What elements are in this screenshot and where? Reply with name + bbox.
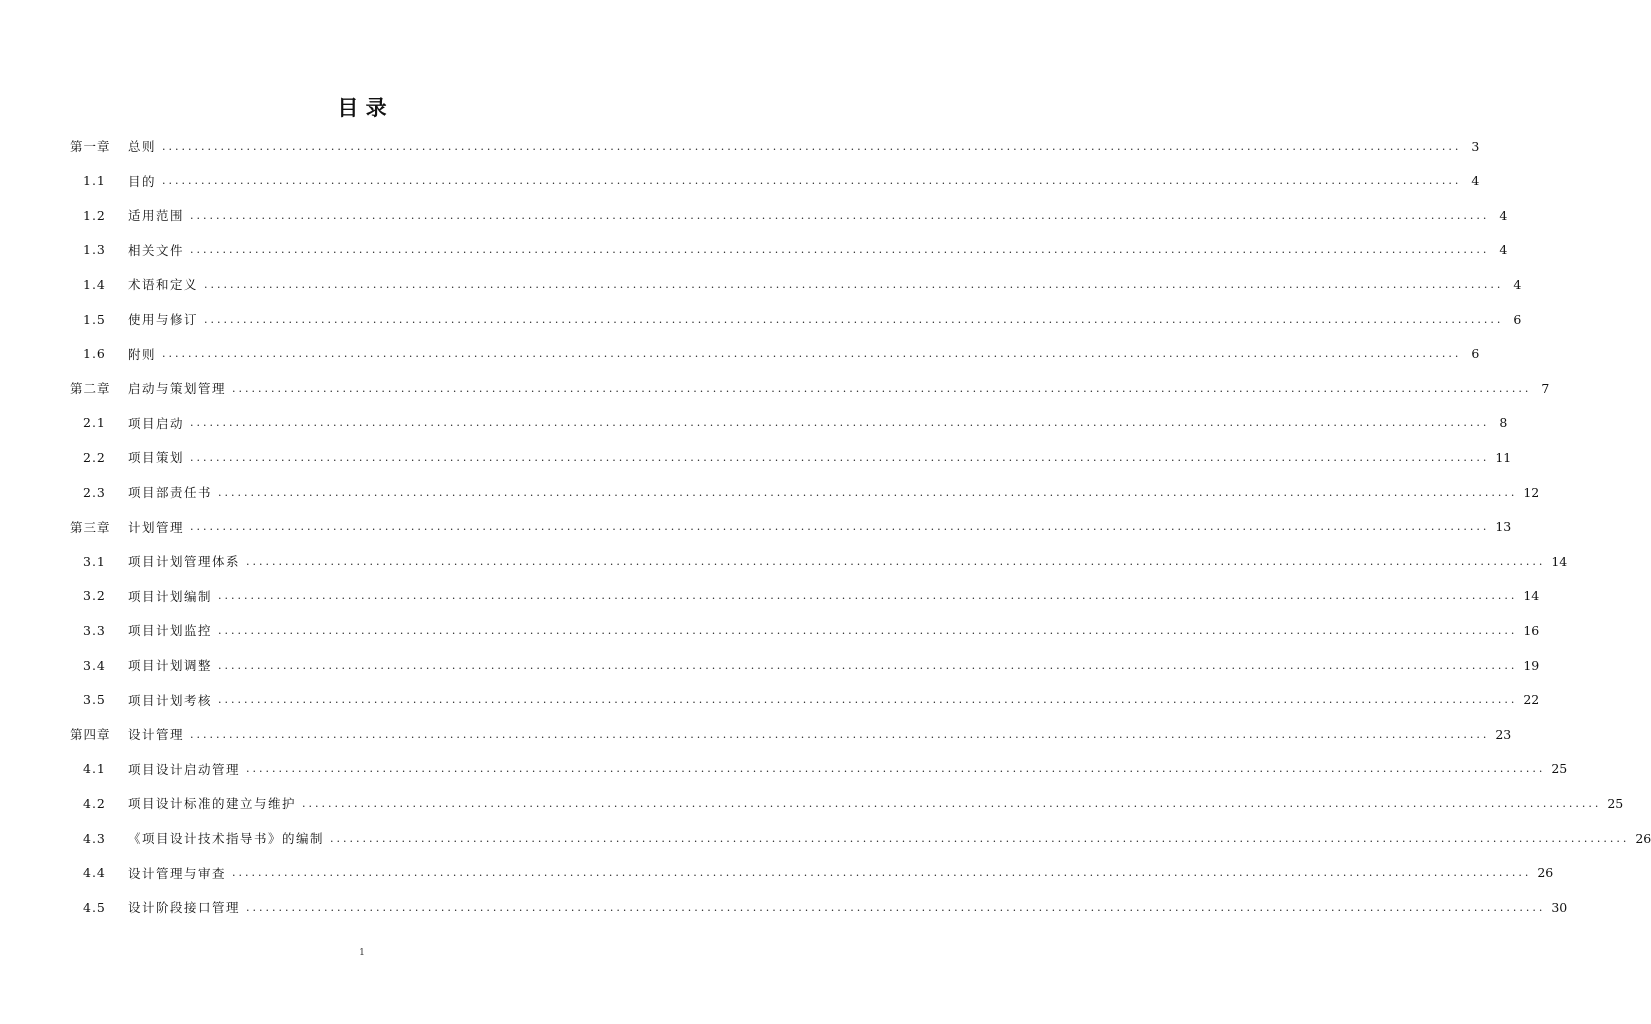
toc-leader-dots: ........................................................................................................................................................................................................ [204,312,1504,326]
toc-entry-number: 3.3 [83,622,106,638]
toc-leader-dots: ........................................................................................................................................................................................................ [246,900,1546,914]
toc-entry-page: 3 [1471,138,1480,154]
toc-entry-number: 1.4 [83,276,106,292]
toc-entry-number: 3.1 [83,553,106,569]
toc-leader-dots: ........................................................................................................................................................................................................ [162,174,1462,188]
toc-entry-page: 19 [1523,657,1540,673]
toc-leader-dots: ........................................................................................................................................................................................................ [232,381,1532,395]
toc-leader-dots: ........................................................................................................................................................................................................ [190,208,1490,222]
toc-leader-dots: ........................................................................................................................................................................................................ [190,416,1490,430]
toc-entry-number: 4.1 [83,761,106,777]
toc-entry-title: 使用与修订 [128,312,199,327]
toc-leader-dots: ........................................................................................................................................................................................................ [190,520,1490,534]
toc-entry-title: 项目策划 [128,450,185,466]
toc-entry-number: 3.5 [83,692,106,708]
toc-entry-number: 1.2 [83,207,106,223]
toc-chapter-entry[interactable] [70,136,1480,156]
toc-section-entry[interactable] [70,897,1568,917]
toc-section-entry[interactable] [70,759,1568,779]
toc-entry-number: 4.5 [83,899,106,915]
toc-entry-number: 第三章 [70,519,111,535]
toc-entry-title: 设计阶段接口管理 [128,900,241,916]
toc-entry-number: 1.5 [83,311,106,327]
toc-entry-page: 22 [1523,692,1540,708]
toc-section-entry[interactable] [70,240,1508,260]
toc-entry-page: 6 [1471,346,1480,362]
toc-entry-title: 项目设计标准的建立与维护 [128,796,297,812]
toc-leader-dots: ........................................................................................................................................................................................................ [162,347,1462,361]
toc-section-entry[interactable] [70,863,1554,883]
toc-section-entry[interactable] [70,309,1522,329]
toc-entry-page: 30 [1551,899,1568,915]
toc-section-entry[interactable] [70,482,1540,502]
toc-leader-dots: ........................................................................................................................................................................................................ [190,727,1490,741]
toc-section-entry[interactable] [70,447,1512,467]
toc-section-entry[interactable] [70,793,1624,813]
toc-section-entry[interactable] [70,620,1540,640]
toc-chapter-entry[interactable] [70,378,1550,398]
toc-entry-title: 相关文件 [128,242,185,258]
toc-entry-number: 1.3 [83,242,106,258]
toc-entry-number: 3.2 [83,588,106,604]
toc-leader-dots: ........................................................................................................................................................................................................ [204,277,1504,291]
toc-entry-number: 2.3 [83,484,106,500]
page-title: 目 录 [337,96,387,120]
toc-entry-page: 6 [1513,311,1522,327]
toc-entry-page: 26 [1537,865,1554,881]
toc-leader-dots: ........................................................................................................................................................................................................ [218,693,1518,707]
toc-entry-page: 11 [1495,449,1512,465]
toc-entry-page: 25 [1551,761,1568,777]
toc-entry-page: 12 [1523,484,1540,500]
toc-entry-number: 3.4 [83,657,106,673]
page-number: 1 [359,948,365,958]
toc-entry-title: 项目计划调整 [128,658,213,673]
toc-entry-number: 4.4 [83,865,106,881]
toc-leader-dots: ........................................................................................................................................................................................................ [162,139,1462,153]
toc-entry-number: 第四章 [70,727,111,743]
toc-entry-title: 适用范围 [128,208,185,224]
toc-section-entry[interactable] [70,586,1540,606]
toc-section-entry[interactable] [70,171,1480,191]
toc-leader-dots: ........................................................................................................................................................................................................ [232,866,1532,880]
toc-section-entry[interactable] [70,413,1508,433]
toc-entry-title: 项目计划考核 [128,692,213,708]
toc-section-entry[interactable] [70,274,1522,294]
toc-entry-title: 项目计划编制 [128,588,213,604]
toc-entry-title: 目的 [128,173,157,189]
toc-entry-number: 第二章 [70,381,111,397]
toc-entry-page: 4 [1499,242,1508,258]
toc-entry-title: 附则 [128,346,157,362]
toc-entry-number: 1.1 [83,173,106,189]
toc-entry-page: 4 [1499,207,1508,223]
toc-entry-number: 第一章 [70,139,111,154]
toc-entry-number: 4.2 [83,795,106,811]
toc-entry-page: 16 [1523,622,1540,638]
toc-leader-dots: ........................................................................................................................................................................................................ [246,554,1546,568]
toc-entry-number: 4.3 [83,830,106,846]
toc-entry-title: 计划管理 [128,519,185,535]
toc-entry-title: 设计管理与审查 [128,865,227,881]
toc-entry-page: 25 [1607,795,1624,811]
toc-leader-dots: ........................................................................................................................................................................................................ [246,762,1546,776]
toc-leader-dots: ........................................................................................................................................................................................................ [218,623,1518,637]
toc-section-entry[interactable] [70,828,1651,848]
toc-entry-title: 《项目设计技术指导书》的编制 [128,831,325,846]
toc-leader-dots: ........................................................................................................................................................................................................ [190,450,1490,464]
toc-entry-page: 14 [1523,588,1540,604]
toc-entry-page: 14 [1551,553,1568,569]
toc-entry-number: 1.6 [83,346,106,362]
toc-entry-number: 2.2 [83,449,106,465]
toc-leader-dots: ........................................................................................................................................................................................................ [218,589,1518,603]
toc-section-entry[interactable] [70,551,1568,571]
toc-entry-page: 4 [1513,276,1522,292]
toc-leader-dots: ........................................................................................................................................................................................................ [302,796,1602,810]
toc-chapter-entry[interactable] [70,724,1512,744]
toc-section-entry[interactable] [70,690,1540,710]
toc-entry-title: 项目设计启动管理 [128,761,241,777]
toc-entry-page: 4 [1471,173,1480,189]
toc-leader-dots: ........................................................................................................................................................................................................ [190,243,1490,257]
toc-entry-title: 项目计划管理体系 [128,554,241,570]
toc-section-entry[interactable] [70,655,1540,675]
toc-entry-page: 23 [1495,726,1512,742]
toc-entry-title: 项目计划监控 [128,623,213,639]
toc-entry-title: 总则 [128,139,157,154]
toc-entry-page: 8 [1499,415,1508,431]
toc-leader-dots: ........................................................................................................................................................................................................ [330,831,1630,845]
toc-entry-page: 13 [1495,519,1512,535]
toc-entry-title: 设计管理 [128,727,185,743]
toc-entry-number: 2.1 [83,415,106,431]
toc-entry-title: 术语和定义 [128,277,199,293]
toc-entry-title: 项目启动 [128,415,185,431]
toc-entry-page: 26 [1635,830,1651,846]
toc-leader-dots: ........................................................................................................................................................................................................ [218,485,1518,499]
toc-chapter-entry[interactable] [70,517,1512,537]
toc-entry-title: 项目部责任书 [128,485,213,500]
toc-leader-dots: ........................................................................................................................................................................................................ [218,658,1518,672]
toc-section-entry[interactable] [70,205,1508,225]
toc-entry-title: 启动与策划管理 [128,381,227,397]
toc-entry-page: 7 [1541,380,1550,396]
toc-section-entry[interactable] [70,344,1480,364]
